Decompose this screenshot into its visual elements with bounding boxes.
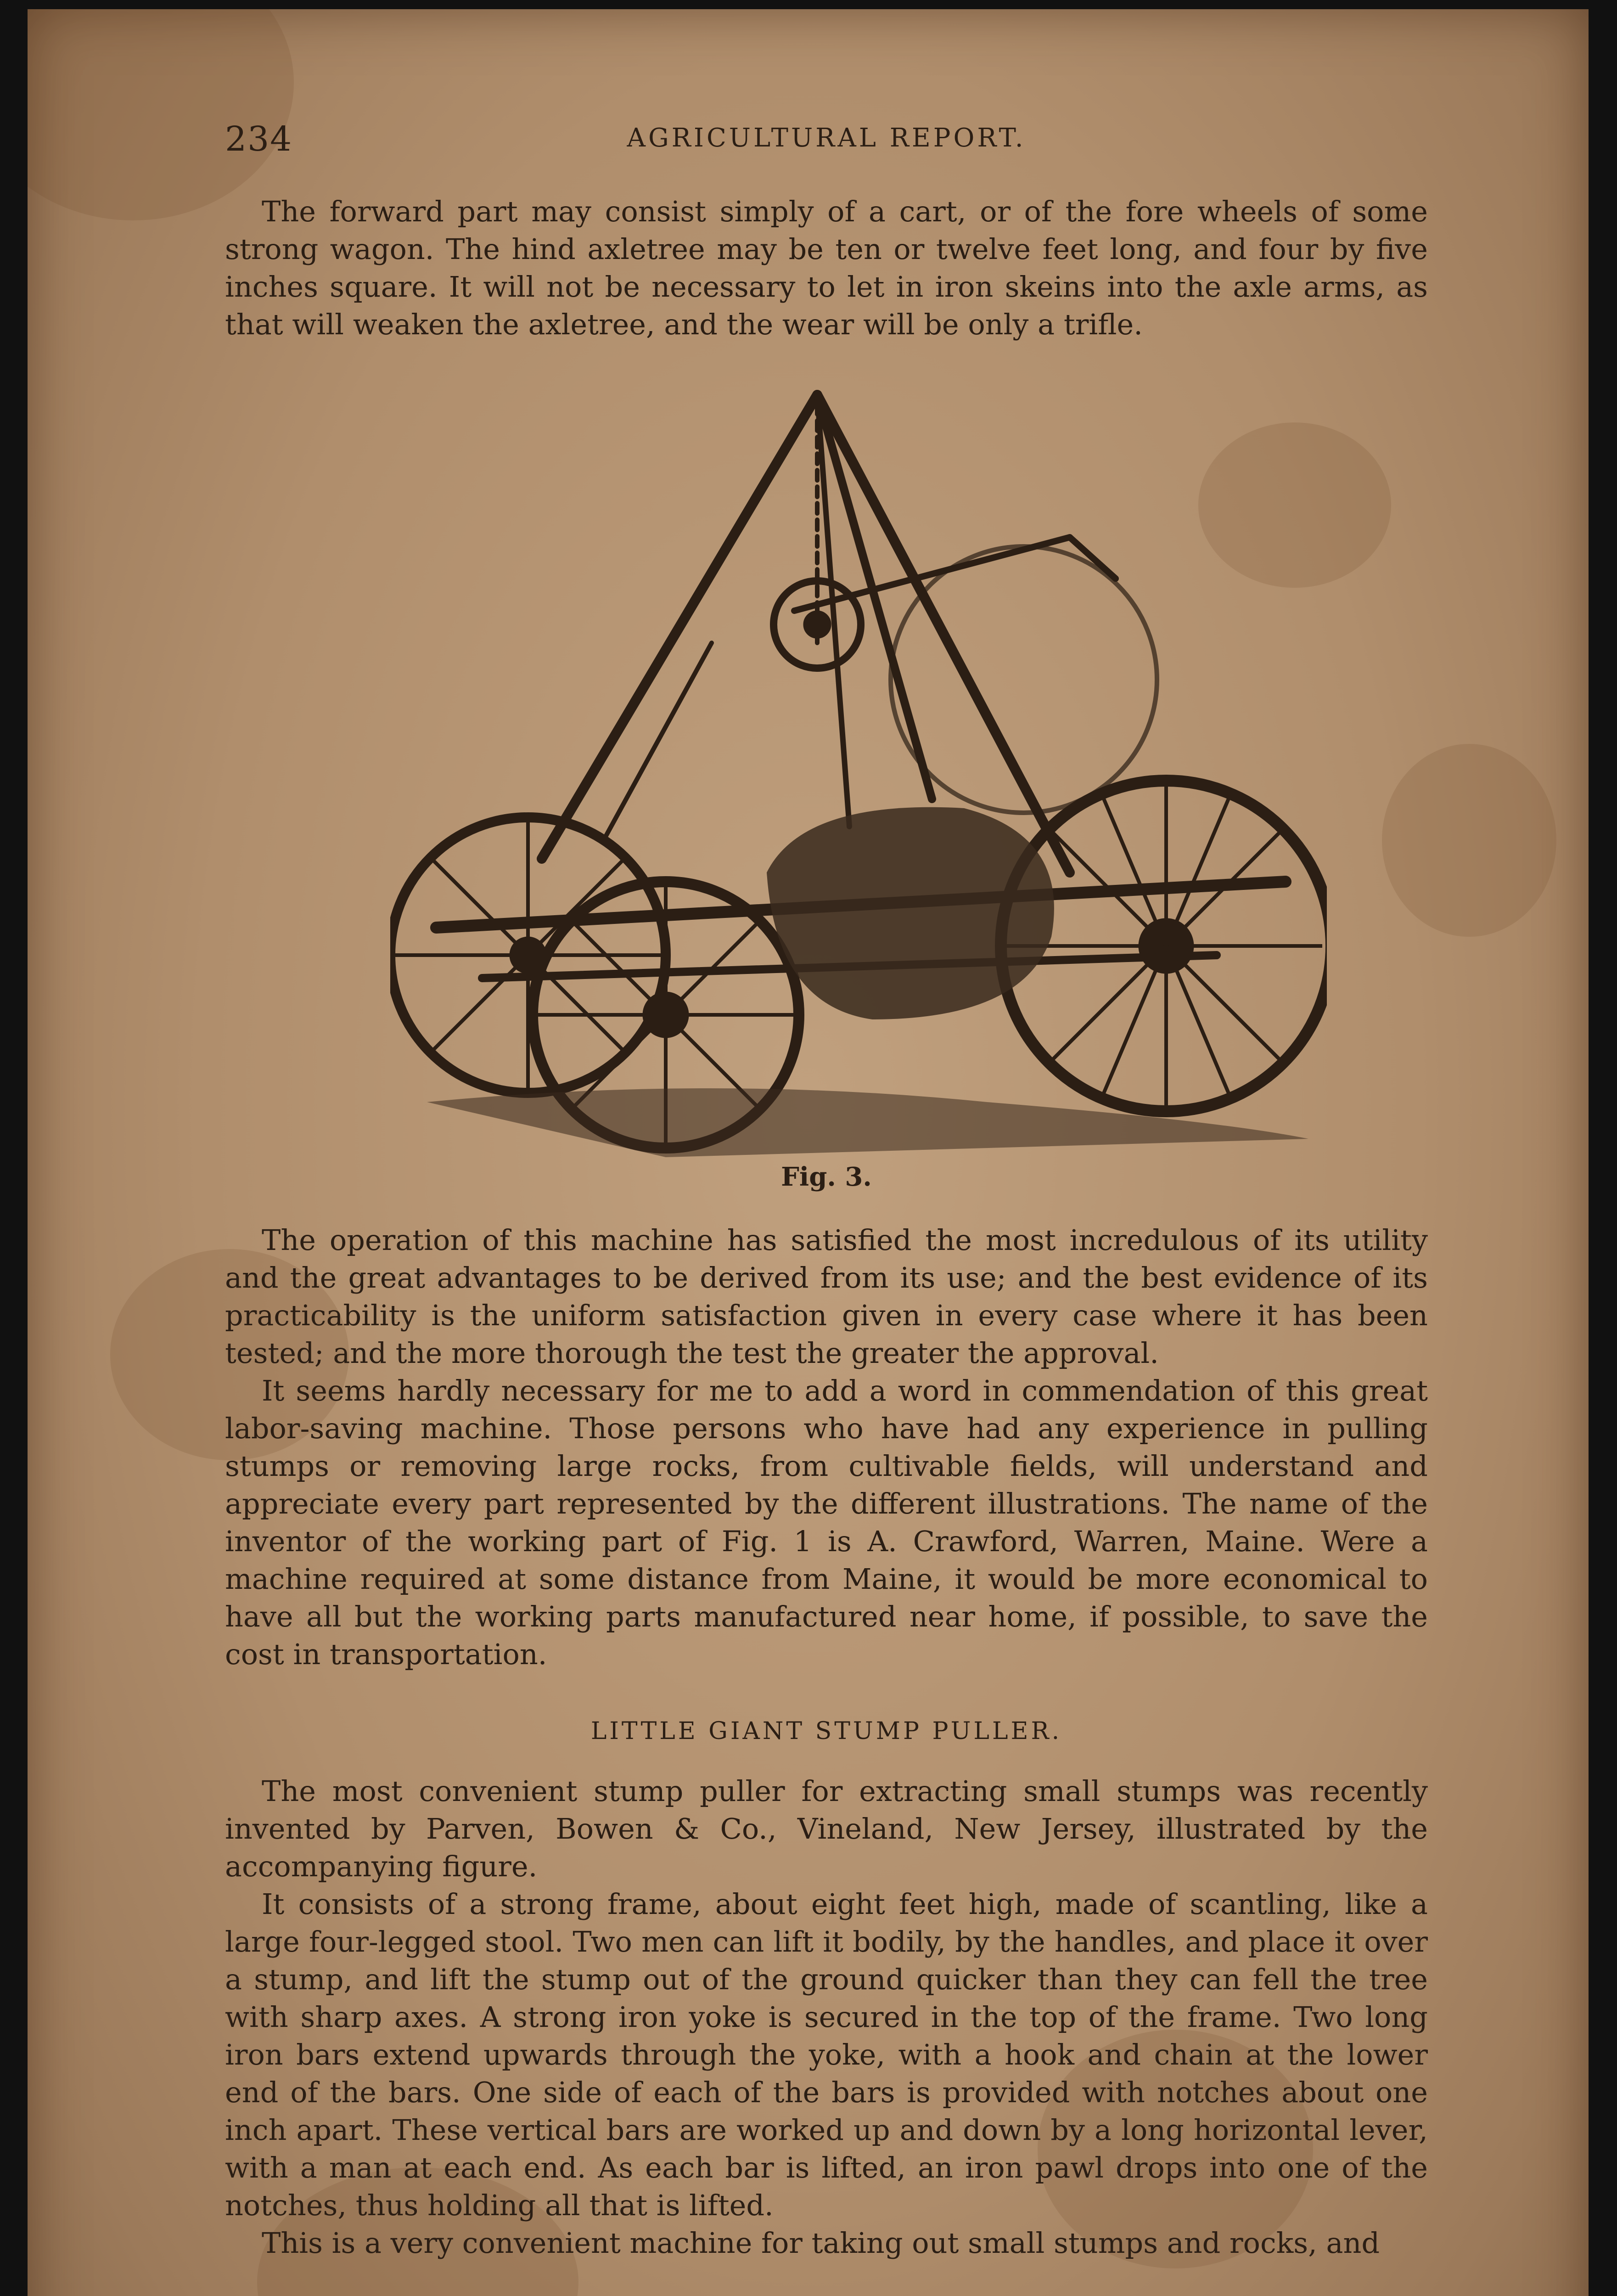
paragraph: This is a very convenient machine for taking out small stumps and rocks, and: [262, 2226, 1380, 2260]
running-head: [225, 119, 1428, 161]
paragraph: The forward part may consist simply of a cart, or of the fore wheels of some strong wagon. The hind axletree may be ten or twelve feet long, and four by five inches square. It will not be necessary to let in iron skeins into the axle arms, as that will weaken the axletree, and the wear will be only a trifle.: [225, 195, 1428, 341]
stump-puller-illustration: [390, 386, 1327, 1157]
figure-caption: Fig. 3.: [781, 1162, 872, 1192]
paragraph: The most convenient stump puller for extracting small stumps was recently invented by Parven, Bowen & Co., Vineland, New Jersey, illustrated by the accompanying figure.: [225, 1774, 1428, 1883]
machine-engraving: [390, 386, 1327, 1157]
book-page: [28, 9, 1589, 2296]
paragraph: It seems hardly necessary for me to add a word in commendation of this great labor-saving machine. Those persons who have had any experience in pulling stumps or removing large rocks, from cultivable fields, will understand and appreciate every part represented by the different illustrations. The name of the inventor of the working part of Fig. 1 is A. Crawford, Warren, Maine. Were a machine required at some distance from Maine, it would be more economical to have all but the working parts manufactured near home, if possible, to save the cost in transportation.: [225, 1374, 1428, 1671]
page-title: AGRICULTURAL REPORT.: [627, 123, 1026, 153]
stain: [28, 9, 294, 220]
paragraph: The operation of this machine has satisfied the most incredulous of its utility and the great advantages to be derived from its use; and the best evidence of its practicability is the uniform satisfaction given in every case where it has been tested; and the more thorough the test the greater the approval.: [225, 1223, 1428, 1370]
section-text: [225, 1773, 1428, 2262]
intro-text: [225, 193, 1428, 343]
page-number: 234: [225, 119, 293, 159]
section-heading: LITTLE GIANT STUMP PULLER.: [590, 1717, 1062, 1745]
body-text: [225, 1221, 1428, 1673]
paragraph: It consists of a strong frame, about eight feet high, made of scantling, like a large four-legged stool. Two men can lift it bodily, by the handles, and place it over a stump, and lift the stump out of the ground quicker than they can fell the tree with sharp axes. A strong iron yoke is secured in the top of the frame. Two long iron bars extend upwards through the yoke, with a hook and chain at the lower end of the bars. One side of each of the bars is provided with notches about one inch apart. These vertical bars are worked up and down by a long horizontal lever, with a man at each end. As each bar is lifted, an iron pawl drops into one of the notches, thus holding all that is lifted.: [225, 1887, 1428, 2222]
stain: [1382, 744, 1556, 937]
